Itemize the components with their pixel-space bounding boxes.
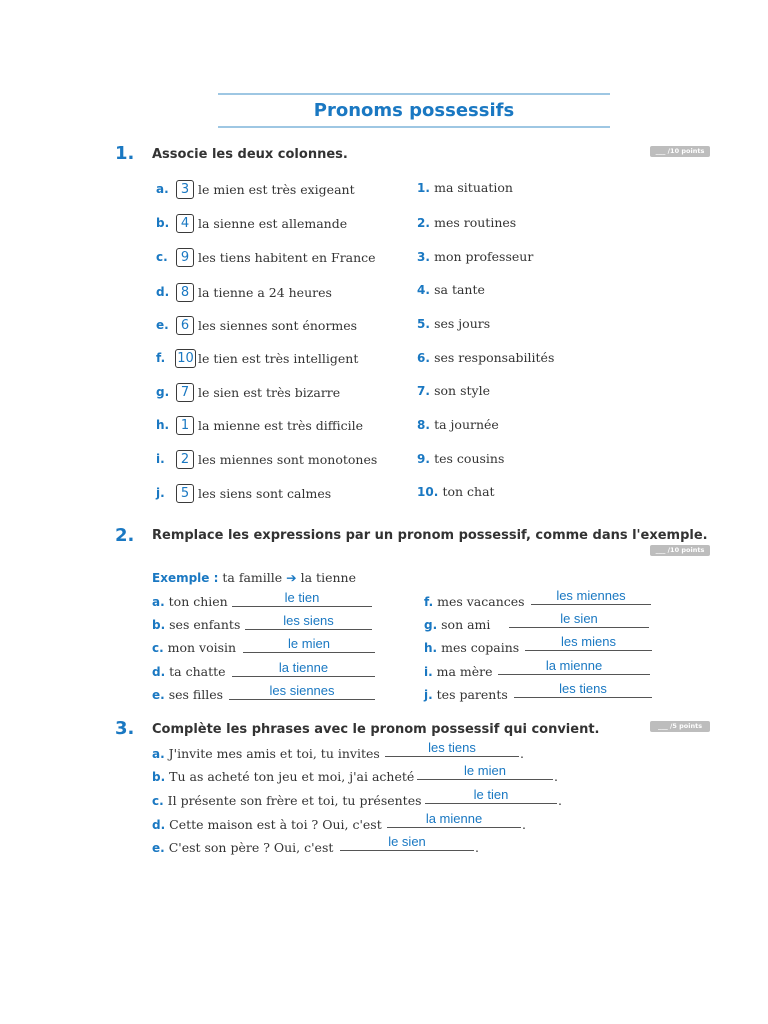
answer-blank[interactable]: les siens [245, 615, 372, 630]
item-phrase: les miennes sont monotones [198, 452, 378, 467]
title-top-rule [218, 93, 610, 95]
item-expression: mes vacances [437, 594, 525, 609]
match-number: 10. [417, 485, 439, 499]
match-item [417, 417, 499, 432]
exercise-2-number: 2. [115, 525, 135, 546]
item-letter: b. [156, 216, 170, 230]
exercise-3-row [152, 817, 382, 832]
item-phrase: la tienne a 24 heures [198, 285, 332, 300]
example-expression: ta famille [222, 570, 283, 585]
answer-blank[interactable]: le tien [425, 789, 557, 804]
answer-box[interactable]: 5 [176, 484, 194, 503]
exercise-2-row [152, 640, 236, 655]
item-letter: b. [152, 770, 166, 784]
match-number: 5. [417, 317, 430, 331]
answer-box[interactable]: 4 [176, 214, 194, 233]
answer-blank[interactable]: le tien [232, 592, 372, 607]
item-letter: c. [152, 641, 164, 655]
item-sentence: J'invite mes amis et toi, tu invites [168, 746, 380, 761]
exercise-2-row [152, 617, 240, 632]
item-letter: e. [152, 688, 165, 702]
match-item [417, 350, 554, 365]
sentence-end: . [554, 769, 558, 784]
exercise-2-row [152, 664, 226, 679]
item-letter: d. [156, 285, 170, 299]
item-sentence: Cette maison est à toi ? Oui, c'est [169, 817, 382, 832]
item-phrase: les siennes sont énormes [198, 318, 358, 333]
item-expression: ton chien [168, 594, 228, 609]
item-letter: i. [424, 665, 433, 679]
answer-blank[interactable]: les miennes [531, 590, 651, 605]
arrow-right-icon: ➔ [286, 570, 297, 585]
match-text: ses jours [434, 316, 491, 331]
item-letter: a. [152, 747, 165, 761]
exercise-3-row [152, 746, 380, 761]
match-text: ma situation [434, 180, 513, 195]
answer-blank[interactable]: la mienne [498, 660, 650, 675]
item-letter: d. [152, 665, 166, 679]
answer-blank[interactable]: le sien [509, 613, 649, 628]
match-number: 3. [417, 250, 430, 264]
item-phrase: le sien est très bizarre [198, 385, 341, 400]
match-number: 6. [417, 351, 430, 365]
item-letter: i. [156, 452, 165, 466]
item-expression: ma mère [436, 664, 493, 679]
exercise-2-row [424, 687, 508, 702]
item-letter: e. [152, 841, 165, 855]
match-item [417, 282, 485, 297]
answer-box[interactable]: 3 [176, 180, 194, 199]
item-phrase: les tiens habitent en France [198, 250, 376, 265]
match-item [417, 215, 516, 230]
item-phrase: la sienne est allemande [198, 216, 348, 231]
exercise-3-row [152, 840, 333, 855]
match-number: 1. [417, 181, 430, 195]
answer-blank[interactable]: le sien [340, 836, 474, 851]
item-expression: ses enfants [169, 617, 241, 632]
answer-box[interactable]: 8 [176, 283, 194, 302]
exercise-2-example [152, 570, 356, 585]
item-letter: h. [424, 641, 438, 655]
match-number: 2. [417, 216, 430, 230]
page-title: Pronoms possessifs [313, 100, 515, 121]
match-item [417, 484, 495, 499]
answer-box[interactable]: 7 [176, 383, 194, 402]
answer-blank[interactable]: la mienne [387, 813, 521, 828]
item-letter: b. [152, 618, 166, 632]
exercise-3-row [152, 769, 414, 784]
item-phrase: les siens sont calmes [198, 486, 332, 501]
match-number: 7. [417, 384, 430, 398]
exercise-2-row [424, 617, 490, 632]
match-text: mes routines [434, 215, 517, 230]
exercise-3-row [152, 793, 422, 808]
exercise-2-row [152, 687, 223, 702]
match-item [417, 180, 513, 195]
match-number: 4. [417, 283, 430, 297]
item-letter: c. [152, 794, 164, 808]
item-sentence: Tu as acheté ton jeu et moi, j'ai acheté [169, 769, 415, 784]
title-bottom-rule [218, 126, 610, 128]
answer-blank[interactable]: la tienne [232, 662, 375, 677]
item-sentence: Il présente son frère et toi, tu présentes [167, 793, 422, 808]
match-item [417, 451, 504, 466]
example-pronoun: la tienne [300, 570, 356, 585]
exercise-2-row [152, 594, 228, 609]
match-text: ta journée [434, 417, 499, 432]
item-expression: son ami [441, 617, 491, 632]
item-expression: mes copains [441, 640, 520, 655]
item-letter: g. [156, 385, 170, 399]
match-text: mon professeur [434, 249, 534, 264]
match-text: son style [434, 383, 490, 398]
item-phrase: le tien est très intelligent [198, 351, 359, 366]
sentence-end: . [558, 793, 562, 808]
item-letter: f. [424, 595, 434, 609]
answer-box[interactable]: 2 [176, 450, 194, 469]
match-text: tes cousins [434, 451, 505, 466]
sentence-end: . [475, 840, 479, 855]
item-letter: d. [152, 818, 166, 832]
sentence-end: . [520, 746, 524, 761]
exercise-2-points-badge: ___ /10 points [650, 545, 710, 556]
exercise-2-row [424, 594, 525, 609]
item-expression: mon voisin [167, 640, 237, 655]
answer-box[interactable]: 9 [176, 248, 194, 267]
sentence-end: . [522, 817, 526, 832]
item-phrase: le mien est très exigeant [198, 182, 355, 197]
item-letter: a. [156, 182, 169, 196]
exercise-3-instruction: Complète les phrases avec le pronom possessif qui convient. [152, 722, 600, 737]
answer-blank[interactable]: les miens [525, 636, 652, 651]
example-label: Exemple : [152, 571, 219, 585]
exercise-1-points-badge: ___ /10 points [650, 146, 710, 157]
match-text: ses responsabilités [434, 350, 555, 365]
match-text: ton chat [442, 484, 495, 499]
match-number: 8. [417, 418, 430, 432]
answer-box[interactable]: 6 [176, 316, 194, 335]
answer-box[interactable]: 1 [176, 416, 194, 435]
answer-box[interactable]: 10 [175, 349, 196, 368]
item-expression: ses filles [168, 687, 224, 702]
item-letter: h. [156, 418, 170, 432]
item-letter: a. [152, 595, 165, 609]
exercise-2-instruction: Remplace les expressions par un pronom possessif, comme dans l'exemple. [152, 528, 708, 543]
item-letter: g. [424, 618, 438, 632]
answer-blank[interactable]: les siennes [229, 685, 375, 700]
item-letter: e. [156, 318, 169, 332]
answer-blank[interactable]: les tiens [514, 683, 652, 698]
item-letter: j. [156, 486, 165, 500]
exercise-1-number: 1. [115, 143, 135, 164]
item-letter: f. [156, 351, 166, 365]
item-phrase: la mienne est très difficile [198, 418, 364, 433]
answer-blank[interactable]: le mien [243, 638, 375, 653]
answer-blank[interactable]: les tiens [385, 742, 519, 757]
exercise-1-instruction: Associe les deux colonnes. [152, 147, 348, 162]
match-number: 9. [417, 452, 430, 466]
answer-blank[interactable]: le mien [417, 765, 553, 780]
match-item [417, 316, 490, 331]
item-expression: ta chatte [169, 664, 226, 679]
item-letter: c. [156, 250, 168, 264]
exercise-2-row [424, 640, 519, 655]
exercise-2-row [424, 664, 493, 679]
match-item [417, 383, 490, 398]
exercise-3-number: 3. [115, 718, 135, 739]
item-sentence: C'est son père ? Oui, c'est [168, 840, 334, 855]
item-expression: tes parents [436, 687, 508, 702]
exercise-3-points-badge: ___ /5 points [650, 721, 710, 732]
item-letter: j. [424, 688, 433, 702]
match-item [417, 249, 533, 264]
match-text: sa tante [434, 282, 485, 297]
